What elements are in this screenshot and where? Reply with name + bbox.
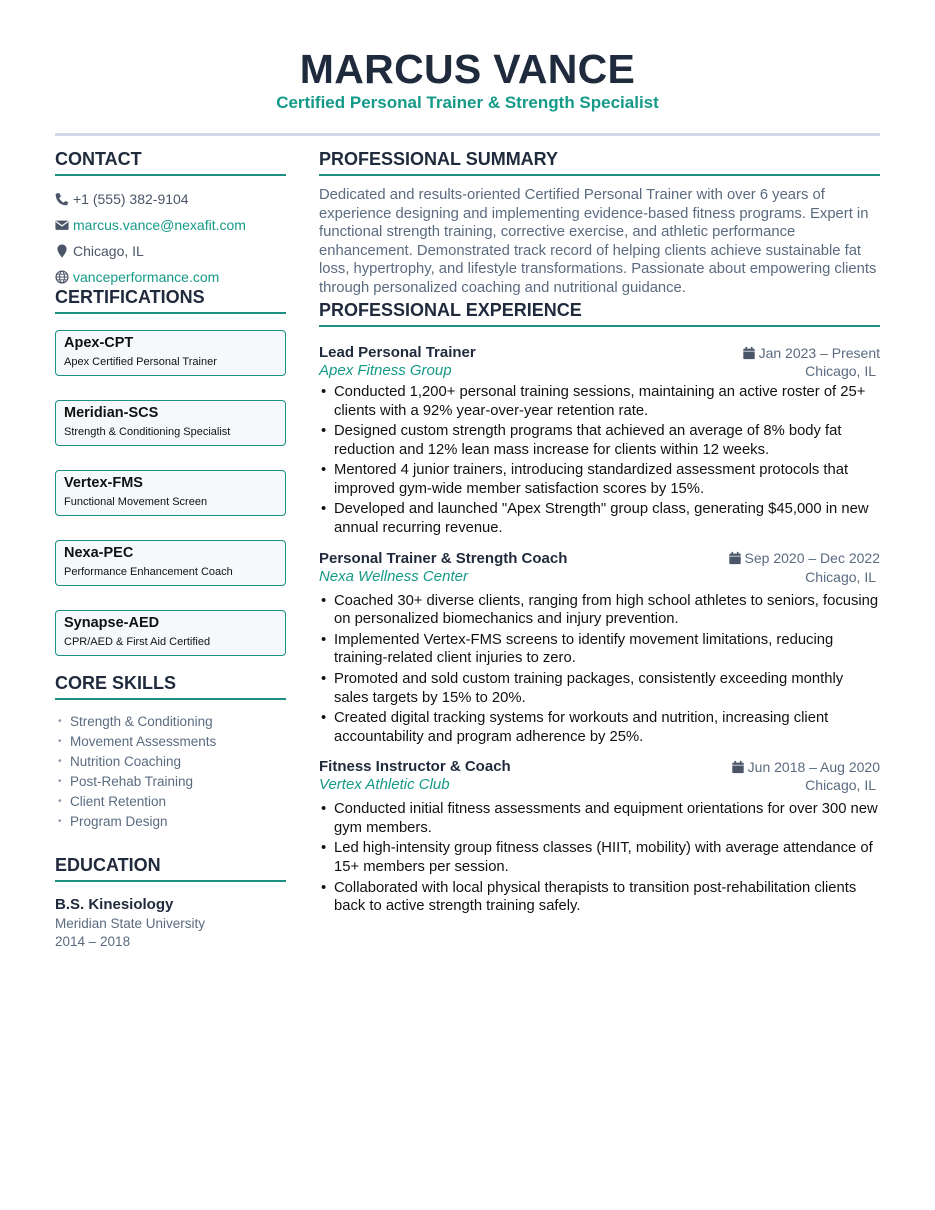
cert-name: Nexa-PEC [64,545,134,561]
map-pin-icon [55,244,69,258]
contact-website-link[interactable]: vanceperformance.com [73,269,220,285]
job-bullet: • Developed and launched "Apex Strength" group class, generating $45,000 in new annual recurring revenue. [319,500,880,537]
cert-description: Apex Certified Personal Trainer [64,356,217,368]
skill-item: • Post-Rehab Training [55,772,286,792]
education-heading: EDUCATION [55,854,286,882]
education-years: 2014 – 2018 [55,934,131,949]
cert-name: Vertex-FMS [64,475,143,491]
job-location: Chicago, IL [805,363,876,379]
contact-location-text: Chicago, IL [73,243,144,259]
job-location: Chicago, IL [805,568,876,585]
skill-item: • Nutrition Coaching [55,752,286,772]
job-dates [728,550,880,566]
job-company: Apex Fitness Group [319,362,452,379]
contact-list [55,186,286,290]
job-bullet: • Created digital tracking systems for workouts and nutrition, increasing client accountability and program adherence by 25%. [319,709,880,746]
job-entry [319,549,880,747]
skill-item: • Movement Assessments [55,732,286,752]
job-bullet: • Promoted and sold custom training packages, consistently exceeding monthly sales targets by 15% to 20%. [319,670,880,707]
skill-item: • Strength & Conditioning [55,712,286,732]
skills-list [55,712,286,832]
job-bullets [319,383,880,538]
globe-icon [55,270,69,284]
contact-heading: CONTACT [55,148,286,176]
job-bullet: • Collaborated with local physical therapists to transition post-rehabilitation clients back to active strength training safely. [319,879,880,916]
job-dates-text: Sep 2020 – Dec 2022 [744,550,880,567]
certifications-list [55,330,286,656]
skill-item: • Client Retention [55,792,286,812]
job-entry [319,757,880,916]
job-bullet: • Mentored 4 junior trainers, introducing standardized assessment protocols that improved gym-wide member satisfaction scores by 15%. [319,461,880,498]
skill-item: • Program Design [55,812,286,832]
job-dates-text: Jan 2023 – Present [758,344,880,361]
cert-description: Functional Movement Screen [64,496,208,508]
resume-body [55,148,880,951]
job-bullet: • Designed custom strength programs that achieved an average of 8% body fat reduction and 12% lean mass increase for clients within 12 weeks. [319,422,880,459]
cert-name: Meridian-SCS [64,405,159,421]
cert-card [55,540,286,586]
cert-description: CPR/AED & First Aid Certified [64,636,211,648]
job-bullets [319,592,880,747]
cert-card [55,400,286,446]
phone-icon [55,192,69,206]
job-title: Lead Personal Trainer [319,344,476,361]
education-school: Meridian State University [55,916,206,931]
experience-heading: PROFESSIONAL EXPERIENCE [319,299,880,327]
job-bullet: • Implemented Vertex-FMS screens to identify movement limitations, reducing training-related client injuries to zero. [319,631,880,668]
cert-description: Strength & Conditioning Specialist [64,426,231,438]
contact-location [55,238,286,264]
calendar-icon [728,551,742,565]
job-entry [319,343,880,538]
job-bullet: • Coached 30+ diverse clients, ranging from high school athletes to seniors, focusing on personalized biomechanics and injury prevention. [319,592,880,629]
cert-name: Synapse-AED [64,615,160,631]
job-company: Nexa Wellness Center [319,567,468,585]
calendar-icon [731,760,745,774]
cert-name: Apex-CPT [64,335,134,351]
summary-heading: PROFESSIONAL SUMMARY [319,148,880,176]
job-dates [742,345,880,361]
resume-header [55,0,880,136]
left-column [55,148,286,951]
cert-card [55,330,286,376]
cert-description: Performance Enhancement Coach [64,566,233,578]
right-column [319,148,880,951]
education-degree: B.S. Kinesiology [55,896,174,913]
header-divider [55,133,880,136]
certifications-heading: CERTIFICATIONS [55,286,286,314]
cert-card [55,470,286,516]
calendar-icon [742,346,756,360]
summary-text: Dedicated and results-oriented Certified Personal Trainer with over 6 years of experience designing and implementing evidence-based fitness programs. Expert in functional strength training, corrective exercise, and athletic performance enhancement. Demonstrated track record of helping clients achieve sustainable fat loss, hypertrophy, and lifestyle transformations. Passionate about empowering clients through personalized coaching and nutritional guidance. [319,187,877,296]
candidate-name: MARCUS VANCE [299,46,636,92]
candidate-tagline: Certified Personal Trainer & Strength Specialist [276,93,659,112]
job-bullet: • Conducted initial fitness assessments and equipment orientations for over 300 new gym members. [319,800,880,837]
contact-email[interactable] [55,212,286,238]
job-location: Chicago, IL [805,777,876,794]
job-dates-text: Jun 2018 – Aug 2020 [747,758,880,775]
contact-email-link[interactable]: marcus.vance@nexafit.com [73,217,246,233]
skills-heading: CORE SKILLS [55,672,286,700]
job-title: Fitness Instructor & Coach [319,758,511,776]
job-dates [731,759,880,775]
job-company: Vertex Athletic Club [319,776,450,794]
cert-card [55,610,286,656]
contact-phone-text: +1 (555) 382-9104 [73,191,189,207]
contact-phone [55,186,286,212]
job-title: Personal Trainer & Strength Coach [319,549,568,567]
job-bullets [319,800,880,916]
job-bullet: • Conducted 1,200+ personal training sessions, maintaining an active roster of 25+ clients with a 92% year-over-year retention rate. [319,383,880,420]
job-bullet: • Led high-intensity group fitness classes (HIIT, mobility) with average attendance of 15+ members per session. [319,839,880,876]
envelope-icon [55,218,69,232]
